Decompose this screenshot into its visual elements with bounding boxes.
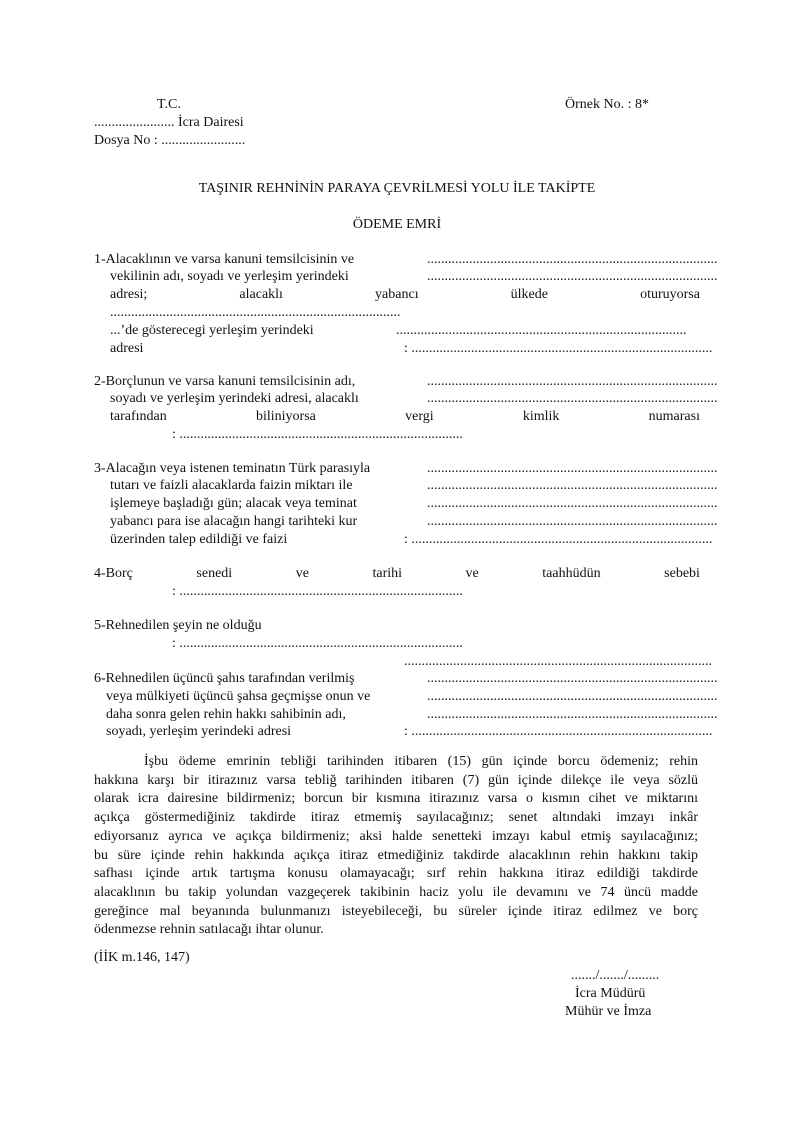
dosya-no: Dosya No : ........................ bbox=[94, 133, 246, 148]
item-1-word: ülkede bbox=[510, 287, 548, 302]
item-2-word: kimlik bbox=[522, 409, 560, 424]
item-3-line-4: yabancı para ise alacağın hangi tarihteki kur bbox=[110, 514, 358, 529]
paragraph-line: bu süre içinde rehin hakkında açıkça itiraz etmediğiniz takdirde alacaklının rehin hakkını takip bbox=[94, 847, 698, 863]
form-number: Örnek No. : 8* bbox=[565, 97, 649, 112]
signature-role: İcra Müdürü bbox=[575, 986, 646, 1001]
signature-seal: Mühür ve İmza bbox=[565, 1004, 652, 1019]
item-3-dots-a: ................................................................................... bbox=[427, 461, 718, 476]
item-2-dots-b: ................................................................................... bbox=[427, 391, 718, 406]
paragraph-line: açıkça göstermediğiniz takdirde itiraz etmemiş sayılacağınız; senet altındaki imzayı inkâr bbox=[94, 810, 698, 826]
item-5-dots-b: ........................................................................................ bbox=[404, 654, 712, 669]
item-2-dots-a: ................................................................................... bbox=[427, 374, 718, 389]
item-4-word: 4-Borç bbox=[94, 566, 133, 581]
item-2-word: numarası bbox=[648, 409, 700, 424]
item-3-dots-c: ................................................................................... bbox=[427, 496, 718, 511]
item-1-dots-a: ................................................................................... bbox=[427, 252, 718, 267]
item-6-dots-a: ................................................................................... bbox=[427, 671, 718, 686]
item-1-line-2: vekilinin adı, soyadı ve yerleşim yerindeki bbox=[110, 269, 349, 284]
item-2-word: biliniyorsa bbox=[255, 409, 316, 424]
signature-date: ......./......./......... bbox=[571, 968, 660, 983]
item-2-word: tarafından bbox=[110, 409, 167, 424]
item-5-dots-a: : ................................................................................. bbox=[172, 636, 463, 651]
item-3-dots-b: ................................................................................... bbox=[427, 478, 718, 493]
item-1-line-3 bbox=[110, 286, 700, 303]
item-3-line-2: tutarı ve faizli alacaklarda faizin miktarı ile bbox=[110, 478, 353, 493]
item-1-dots-c: ................................................................................... bbox=[110, 305, 401, 320]
item-1-word: yabancı bbox=[375, 287, 419, 302]
item-4-line-1 bbox=[94, 565, 700, 582]
paragraph-line: safhası içinde artık tartışma konusu olamayacağı; sırf rehin hakkına itiraz edildiği takdirde bbox=[94, 866, 698, 882]
paragraph-line: hakkına karşı bir itirazınız varsa tebliğ tarihinden itibaren (7) gün içinde dilekçe ile veya sözlü bbox=[94, 772, 698, 788]
item-3-line-1: 3-Alacağın veya istenen teminatın Türk parasıyla bbox=[94, 461, 371, 476]
paragraph-line: olarak icra dairesine bildirmeniz; borcun bir kısmına itirazınız varsa o kısmın cihet ve miktarını bbox=[94, 791, 698, 807]
item-1-dots-e: : ...................................................................................... bbox=[404, 341, 713, 356]
icra-dairesi: ....................... İcra Dairesi bbox=[94, 115, 244, 130]
item-1-word: adresi; bbox=[110, 287, 148, 302]
item-3-dots-e: : ...................................................................................... bbox=[404, 532, 713, 547]
paragraph-line: ödenmezse rehnin satılacağı ihtar olunur. bbox=[94, 922, 324, 938]
document-subtitle: ÖDEME EMRİ bbox=[352, 217, 442, 232]
item-4-dots: : ................................................................................. bbox=[172, 584, 463, 599]
item-6-line-3: daha sonra gelen rehin hakkı sahibinin adı, bbox=[106, 707, 346, 722]
item-1-dots-d: ................................................................................... bbox=[396, 323, 687, 338]
paragraph-line: alacaklının bu takip yolundan vazgeçerek takibinin haciz yolu ile devamını ve 74 üncü madde bbox=[94, 884, 698, 900]
item-1-line-1: 1-Alacaklının ve varsa kanuni temsilcisinin ve bbox=[94, 252, 355, 267]
item-2-dots-c: : ................................................................................. bbox=[172, 427, 463, 442]
paragraph-line: İşbu ödeme emrinin tebliği tarihinden itibaren (15) gün içinde borcu ödemeniz; rehin bbox=[144, 754, 698, 769]
item-5-line-1: 5-Rehnedilen şeyin ne olduğu bbox=[94, 618, 262, 633]
item-6-dots-b: ................................................................................... bbox=[427, 689, 718, 704]
item-6-dots-d: : ...................................................................................... bbox=[404, 724, 713, 739]
item-6-line-2: veya mülkiyeti üçüncü şahsa geçmişse onun ve bbox=[106, 689, 371, 704]
item-4-word: senedi bbox=[196, 566, 233, 581]
item-2-word: vergi bbox=[405, 409, 434, 424]
item-4-word: ve bbox=[465, 566, 479, 581]
item-4-word: ve bbox=[295, 566, 309, 581]
paragraph-line: ediyorsanız ayrıca ve açıkça bildirmeniz; aksi halde senetteki imzayı kabul etmiş sayılacağınız; bbox=[94, 828, 698, 844]
item-1-word: alacaklı bbox=[239, 287, 283, 302]
item-1-line-6: adresi bbox=[110, 341, 144, 356]
legal-reference: (İİK m.146, 147) bbox=[94, 950, 190, 965]
item-6-line-1: 6-Rehnedilen üçüncü şahıs tarafından verilmiş bbox=[94, 671, 355, 686]
item-4-word: tarihi bbox=[372, 566, 403, 581]
item-3-line-5: üzerinden talep edildiği ve faizi bbox=[110, 532, 288, 547]
item-2-line-2: soyadı ve yerleşim yerindeki adresi, alacaklı bbox=[110, 391, 359, 406]
paragraph-line: gereğince mal beyanında bulunmanızı isteyebileceği, bu süreler içinde itiraz edilmez ve borç bbox=[94, 903, 698, 919]
item-1-line-5: ...’de gösterecegi yerleşim yerindeki bbox=[110, 323, 314, 338]
item-6-line-4: soyadı, yerleşim yerindeki adresi bbox=[106, 724, 292, 739]
item-4-word: taahhüdün bbox=[542, 566, 601, 581]
item-1-dots-b: ................................................................................... bbox=[427, 269, 718, 284]
item-4-word: sebebi bbox=[664, 566, 700, 581]
item-2-line-3 bbox=[110, 408, 700, 425]
item-6-dots-c: ................................................................................... bbox=[427, 707, 718, 722]
item-3-line-3: işlemeye başladığı gün; alacak veya teminat bbox=[110, 496, 357, 511]
item-2-line-1: 2-Borçlunun ve varsa kanuni temsilcisinin adı, bbox=[94, 374, 356, 389]
body-paragraph bbox=[94, 753, 698, 940]
item-1-word: oturuyorsa bbox=[640, 287, 700, 302]
tc-label: T.C. bbox=[157, 97, 181, 112]
item-3-dots-d: ................................................................................... bbox=[427, 514, 718, 529]
document-title: TAŞINIR REHNİNİN PARAYA ÇEVRİLMESİ YOLU İLE TAKİPTE bbox=[198, 181, 596, 196]
